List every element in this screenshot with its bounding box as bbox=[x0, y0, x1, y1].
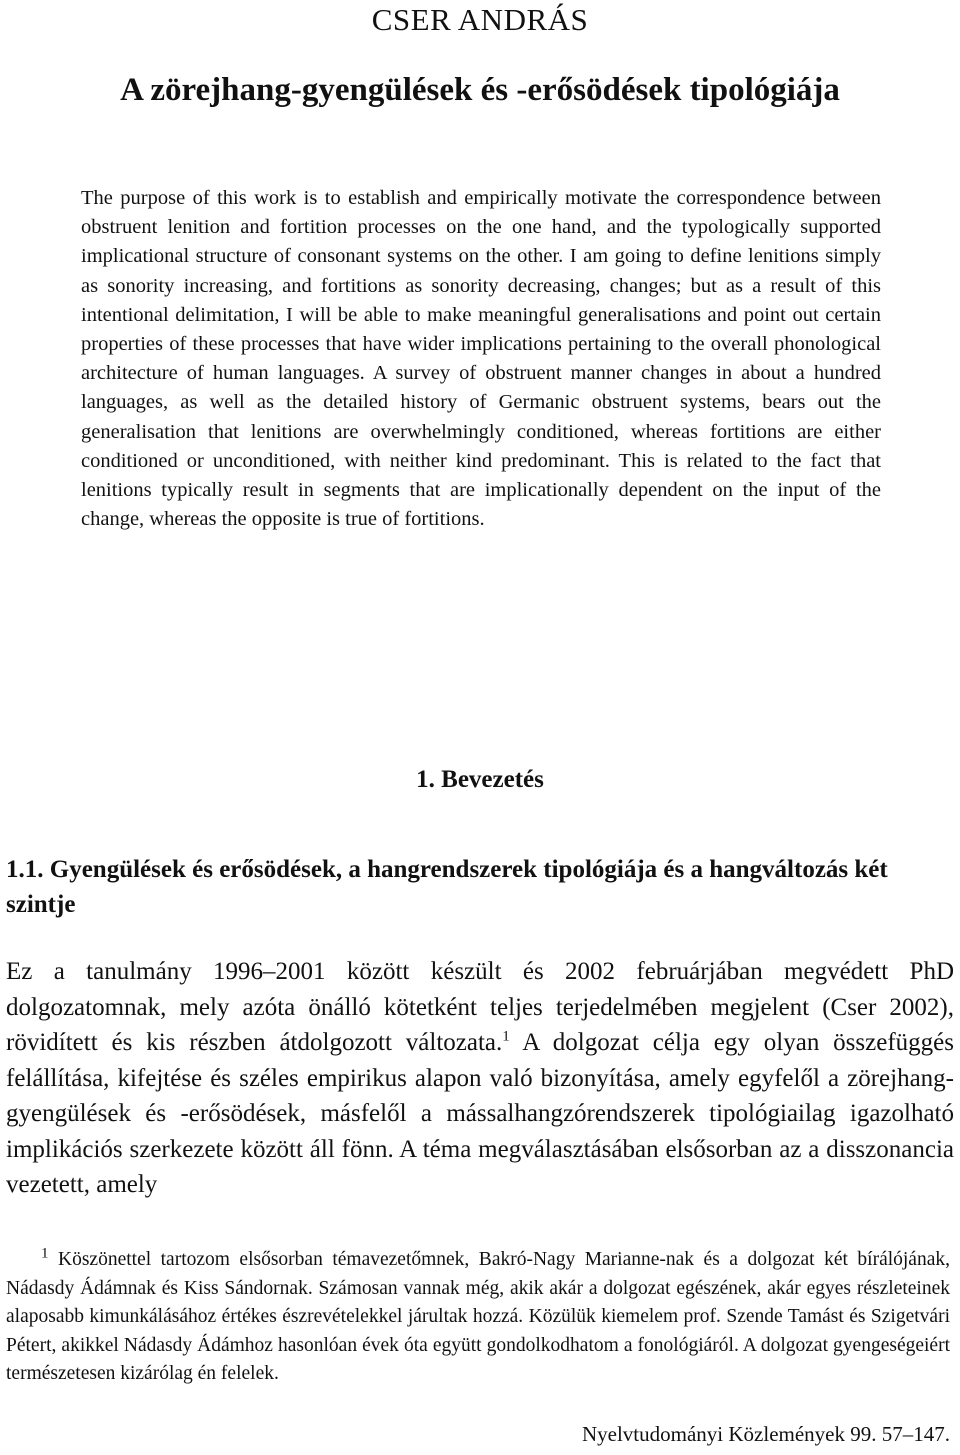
footnote-text: Köszönettel tartozom elsősorban témavezetőmnek, Bakró-Nagy Marianne-nak és a dolgozat két bírálójának, Nádasdy Ádámnak és Kiss Sándornak. Számosan vannak még, akik akár a dolgozat egészének, akár egyes részleteinek alaposabb kimunkálásához értékes észrevételekkel járultak hozzá. Közülük kiemelem prof. Szende Tamást és Szigetvári Pétert, akikkel Nádasdy Ádámhoz hasonlóan évek óta együtt gondolkodhatom a fonológiáról. A dolgozat gyengeségeiért természetesen kizárólag én felelek. bbox=[6, 1249, 950, 1384]
author-name: CSER ANDRÁS bbox=[371, 2, 589, 37]
journal-citation: Nyelvtudományi Közlemények 99. 57–147. bbox=[581, 1422, 950, 1446]
abstract bbox=[81, 184, 881, 534]
body-text-after-note: A dolgozat célja egy olyan összefüggés felállítása, kifejtése és széles empirikus alapon való bizonyítása, amely egyfelől a zörejhang-gyengülések és -erősödések, másfelől a mássalhangzórendszerek tipológiailag igazolható implikációs szerkezete között áll fönn. A téma megválasztásában elsősorban az a disszonancia vezetett, amely bbox=[6, 1029, 954, 1198]
footnote bbox=[6, 1246, 950, 1389]
abstract-text: The purpose of this work is to establish and empirically motivate the correspondence between obstruent lenition and fortition processes on the one hand, and the typologically supported implicational structure of consonant systems on the other. I am going to define lenitions simply as sonority increasing, and fortitions as sonority decreasing, changes; but as a result of this intentional delimitation, I will be able to make meaningful generalisations and point out certain properties of these processes that have wider implications pertaining to the overall phonological architecture of human languages. A survey of obstruent manner changes in about a hundred languages, as well as the detailed history of Germanic obstruent systems, bears out the generalisation that lenitions are overwhelmingly conditioned, whereas fortitions are either conditioned or unconditioned, with neither kind predominant. This is related to the fact that lenitions typically result in segments that are implicationally dependent on the input of the change, whereas the opposite is true of fortitions. bbox=[81, 187, 881, 531]
body-paragraph bbox=[6, 954, 954, 1203]
footnote-mark: 1 bbox=[41, 1245, 49, 1262]
section-heading: 1. Bevezetés bbox=[416, 766, 544, 793]
subsection-heading: 1.1. Gyengülések és erősödések, a hangrendszerek tipológiája és a hangváltozás két szintje bbox=[6, 856, 888, 918]
body-text-before-note: Ez a tanulmány 1996–2001 között készült és 2002 februárjában megvédett PhD dolgozatomnak, mely azóta önálló kötetként teljes terjedelmében megjelent (Cser 2002), rövidített és kis részben átdolgozott változata. bbox=[6, 958, 954, 1056]
paper-title: A zörejhang-gyengülések és -erősödések tipológiája bbox=[120, 72, 840, 108]
footnote-reference[interactable]: 1 bbox=[502, 1028, 510, 1045]
